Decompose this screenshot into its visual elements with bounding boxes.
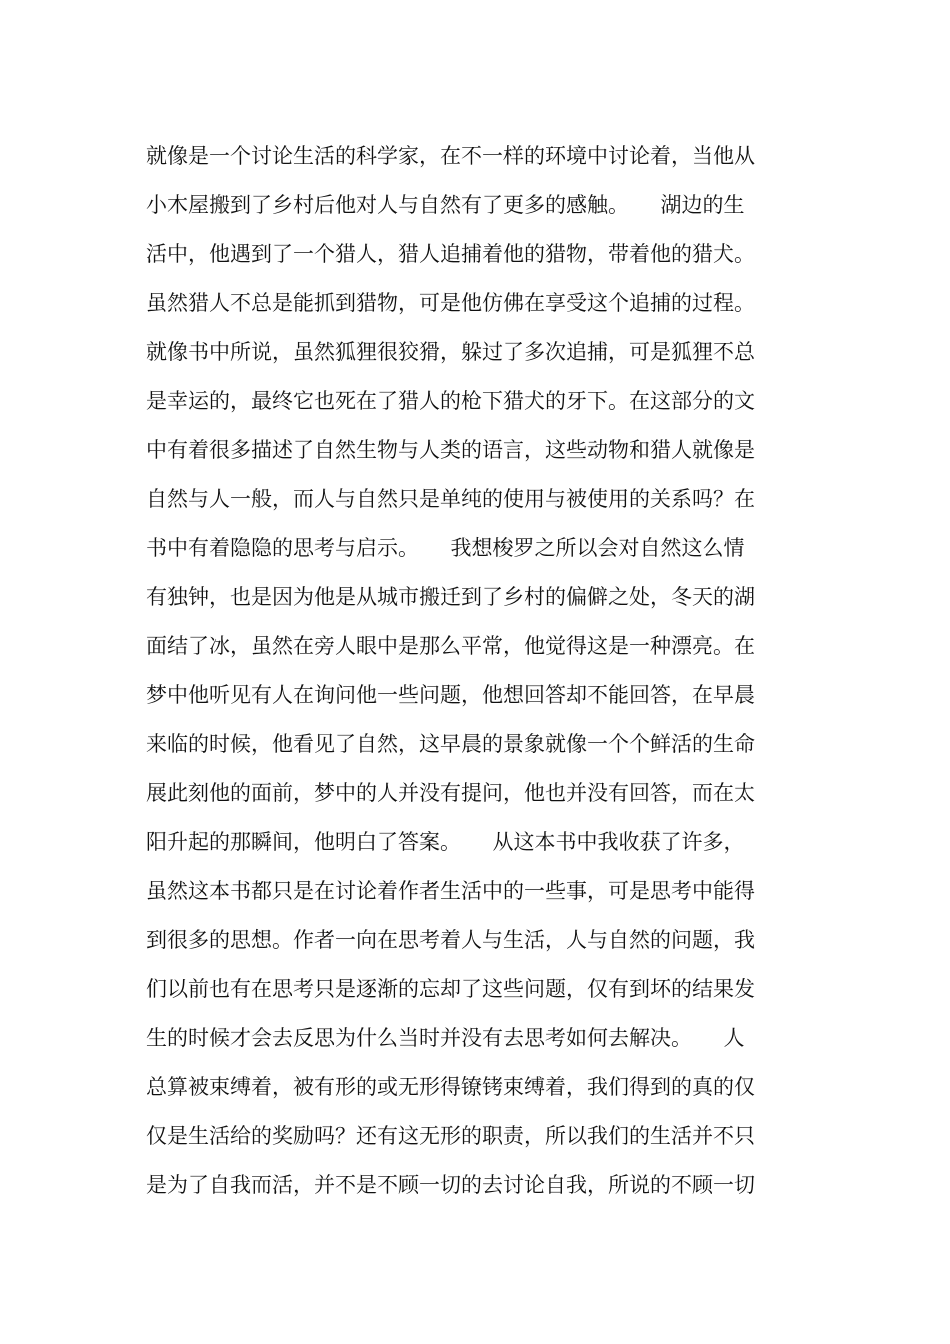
text-line: 总算被束缚着，被有形的或无形得镣铐束缚着，我们得到的真的仅 bbox=[146, 1075, 755, 1099]
text-line: 是为了自我而活，并不是不顾一切的去讨论自我，所说的不顾一切 bbox=[146, 1173, 755, 1197]
body-text bbox=[146, 132, 808, 1210]
text-line: 来临的时候，他看见了自然，这早晨的景象就像一个个鲜活的生命 bbox=[146, 732, 755, 756]
text-line: 到很多的思想。作者一向在思考着人与生活，人与自然的问题，我 bbox=[146, 928, 755, 952]
text-line: 生的时候才会去反思为什么当时并没有去思考如何去解决。 人 bbox=[146, 1026, 745, 1050]
text-line: 小木屋搬到了乡村后他对人与自然有了更多的感触。 湖边的生 bbox=[146, 193, 745, 217]
text-line: 虽然这本书都只是在讨论着作者生活中的一些事，可是思考中能得 bbox=[146, 879, 755, 903]
text-line: 自然与人一般，而人与自然只是单纯的使用与被使用的关系吗？在 bbox=[146, 487, 755, 511]
text-line: 是幸运的，最终它也死在了猎人的枪下猎犬的牙下。在这部分的文 bbox=[146, 389, 755, 413]
text-line: 们以前也有在思考只是逐渐的忘却了这些问题，仅有到坏的结果发 bbox=[146, 977, 755, 1001]
text-line: 就像是一个讨论生活的科学家，在不一样的环境中讨论着，当他从 bbox=[146, 144, 755, 168]
text-line: 展此刻他的面前，梦中的人并没有提问，他也并没有回答，而在太 bbox=[146, 781, 755, 805]
text-line: 活中，他遇到了一个猎人，猎人追捕着他的猎物，带着他的猎犬。 bbox=[146, 242, 755, 266]
text-line: 梦中他听见有人在询问他一些问题，他想回答却不能回答，在早晨 bbox=[146, 683, 755, 707]
text-line: 就像书中所说，虽然狐狸很狡猾，躲过了多次追捕，可是狐狸不总 bbox=[146, 340, 755, 364]
text-line: 虽然猎人不总是能抓到猎物，可是他仿佛在享受这个追捕的过程。 bbox=[146, 291, 755, 315]
text-line: 书中有着隐隐的思考与启示。 我想梭罗之所以会对自然这么情 bbox=[146, 536, 745, 560]
text-line: 阳升起的那瞬间，他明白了答案。 从这本书中我收获了许多， bbox=[146, 830, 745, 854]
text-line: 中有着很多描述了自然生物与人类的语言，这些动物和猎人就像是 bbox=[146, 438, 755, 462]
text-line: 面结了冰，虽然在旁人眼中是那么平常，他觉得这是一种漂亮。在 bbox=[146, 634, 755, 658]
text-line: 仅是生活给的奖励吗？还有这无形的职责，所以我们的生活并不只 bbox=[146, 1124, 755, 1148]
text-line: 有独钟，也是因为他是从城市搬迁到了乡村的偏僻之处，冬天的湖 bbox=[146, 585, 755, 609]
